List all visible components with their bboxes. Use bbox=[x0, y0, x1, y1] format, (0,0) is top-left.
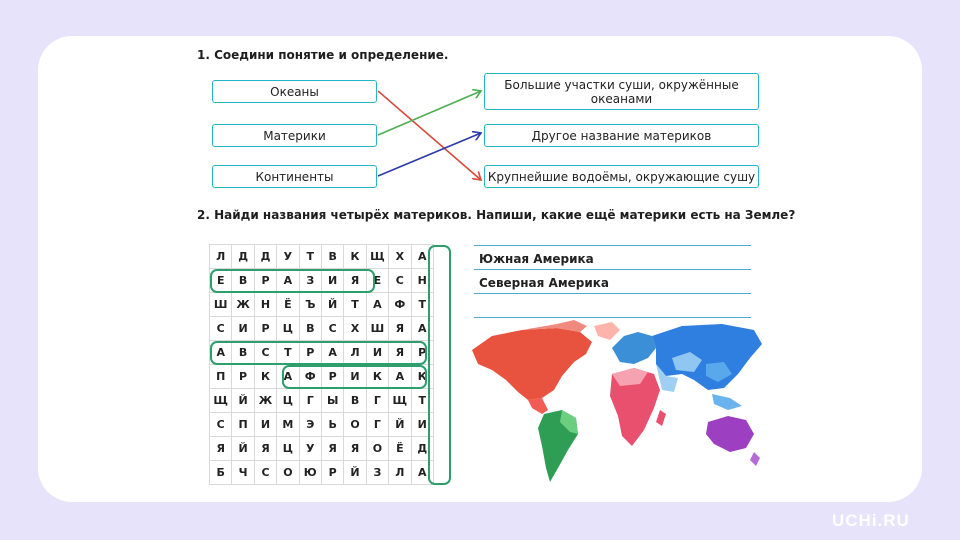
grid-cell[interactable]: Й bbox=[321, 293, 343, 317]
grid-cell[interactable]: К bbox=[366, 365, 388, 389]
grid-row bbox=[210, 365, 434, 389]
australia-shape bbox=[706, 416, 754, 452]
grid-cell[interactable]: Д bbox=[411, 437, 433, 461]
grid-row bbox=[210, 317, 434, 341]
grid-cell[interactable]: А bbox=[411, 317, 433, 341]
grid-cell[interactable]: Л bbox=[389, 461, 411, 485]
definition-box-other-name[interactable]: Другое название материков bbox=[484, 124, 759, 147]
grid-cell[interactable]: Р bbox=[254, 269, 276, 293]
grid-cell[interactable]: Е bbox=[210, 269, 232, 293]
term-box-oceans[interactable]: Океаны bbox=[212, 80, 377, 103]
word-search-grid bbox=[209, 244, 434, 485]
grid-cell[interactable]: Я bbox=[344, 269, 366, 293]
grid-cell[interactable]: К bbox=[344, 245, 366, 269]
grid-cell[interactable]: С bbox=[389, 269, 411, 293]
grid-cell[interactable]: Т bbox=[277, 341, 299, 365]
grid-cell[interactable]: Х bbox=[389, 245, 411, 269]
answer-line-top bbox=[474, 245, 751, 246]
europe-shape bbox=[612, 332, 656, 364]
grid-cell[interactable]: Н bbox=[254, 293, 276, 317]
grid-cell[interactable]: Е bbox=[366, 269, 388, 293]
definition-box-largest-waters[interactable]: Крупнейшие водоёмы, окружающие сушу bbox=[484, 165, 759, 188]
grid-cell[interactable]: Ё bbox=[277, 293, 299, 317]
grid-cell[interactable]: Ф bbox=[299, 365, 321, 389]
grid-cell[interactable]: О bbox=[344, 413, 366, 437]
answer-line-2 bbox=[474, 293, 751, 294]
grid-cell[interactable]: Б bbox=[210, 461, 232, 485]
grid-cell[interactable]: С bbox=[210, 413, 232, 437]
grid-cell[interactable]: С bbox=[254, 461, 276, 485]
grid-cell[interactable]: У bbox=[277, 245, 299, 269]
answer-south-america[interactable]: Южная Америка bbox=[479, 252, 594, 266]
definition-box-land-areas[interactable]: Большие участки суши, окружённые океанами bbox=[484, 73, 759, 110]
grid-cell[interactable]: Ж bbox=[232, 293, 254, 317]
grid-cell[interactable]: В bbox=[344, 389, 366, 413]
grid-cell[interactable]: Я bbox=[389, 317, 411, 341]
grid-cell[interactable]: П bbox=[232, 413, 254, 437]
grid-cell[interactable]: Р bbox=[254, 317, 276, 341]
grid-cell[interactable]: Э bbox=[299, 413, 321, 437]
world-map-image bbox=[462, 318, 772, 488]
grid-cell[interactable]: Г bbox=[366, 389, 388, 413]
grid-cell[interactable]: К bbox=[254, 365, 276, 389]
grid-row bbox=[210, 461, 434, 485]
grid-cell[interactable]: Л bbox=[210, 245, 232, 269]
grid-cell[interactable]: И bbox=[366, 341, 388, 365]
grid-cell[interactable]: А bbox=[366, 293, 388, 317]
grid-cell[interactable]: Т bbox=[299, 245, 321, 269]
grid-cell[interactable]: В bbox=[299, 317, 321, 341]
uchi-ru-logo: UCHi.RU bbox=[832, 511, 910, 530]
grid-cell[interactable]: Г bbox=[299, 389, 321, 413]
term-box-continents[interactable]: Континенты bbox=[212, 165, 377, 188]
link-continents-to-other-name bbox=[378, 133, 481, 176]
grid-cell[interactable]: А bbox=[210, 341, 232, 365]
grid-cell[interactable]: Й bbox=[389, 413, 411, 437]
grid-cell[interactable]: А bbox=[411, 245, 433, 269]
grid-cell[interactable]: Ц bbox=[277, 437, 299, 461]
grid-row bbox=[210, 389, 434, 413]
term-box-mainlands[interactable]: Материки bbox=[212, 124, 377, 147]
grid-cell[interactable]: Й bbox=[232, 437, 254, 461]
grid-cell[interactable]: Х bbox=[344, 317, 366, 341]
grid-cell[interactable]: Р bbox=[321, 365, 343, 389]
grid-cell[interactable]: З bbox=[299, 269, 321, 293]
task1-title: 1. Соедини понятие и определение. bbox=[197, 48, 449, 62]
task2-title: 2. Найди названия четырёх материков. Напиши, какие ещё материки есть на Земле? bbox=[197, 208, 796, 222]
grid-cell[interactable]: Л bbox=[344, 341, 366, 365]
grid-cell[interactable]: Й bbox=[344, 461, 366, 485]
grid-cell[interactable]: Т bbox=[344, 293, 366, 317]
grid-cell[interactable]: М bbox=[277, 413, 299, 437]
grid-cell[interactable]: Р bbox=[321, 461, 343, 485]
grid-cell[interactable]: Ю bbox=[299, 461, 321, 485]
grid-cell[interactable]: И bbox=[411, 413, 433, 437]
grid-cell[interactable]: И bbox=[321, 269, 343, 293]
grid-cell[interactable]: Т bbox=[411, 389, 433, 413]
grid-cell[interactable]: Н bbox=[411, 269, 433, 293]
grid-cell[interactable]: Ч bbox=[232, 461, 254, 485]
grid-cell[interactable]: А bbox=[411, 461, 433, 485]
grid-row bbox=[210, 437, 434, 461]
grid-cell[interactable]: И bbox=[254, 413, 276, 437]
grid-cell[interactable]: Й bbox=[232, 389, 254, 413]
grid-row bbox=[210, 269, 434, 293]
grid-cell[interactable]: Ж bbox=[254, 389, 276, 413]
grid-row bbox=[210, 341, 434, 365]
grid-cell[interactable]: А bbox=[321, 341, 343, 365]
grid-cell[interactable]: А bbox=[389, 365, 411, 389]
grid-cell[interactable]: Щ bbox=[366, 245, 388, 269]
grid-cell[interactable]: Я bbox=[344, 437, 366, 461]
grid-cell[interactable]: З bbox=[366, 461, 388, 485]
grid-cell[interactable]: Ы bbox=[321, 389, 343, 413]
grid-cell[interactable]: С bbox=[321, 317, 343, 341]
grid-cell[interactable]: О bbox=[366, 437, 388, 461]
grid-cell[interactable]: Я bbox=[389, 341, 411, 365]
grid-cell[interactable]: И bbox=[344, 365, 366, 389]
grid-cell[interactable]: Ё bbox=[389, 437, 411, 461]
greenland-shape bbox=[594, 322, 620, 340]
grid-cell[interactable]: Д bbox=[254, 245, 276, 269]
grid-cell[interactable]: О bbox=[277, 461, 299, 485]
grid-cell[interactable]: В bbox=[232, 341, 254, 365]
grid-cell[interactable]: Я bbox=[321, 437, 343, 461]
grid-cell[interactable]: Ш bbox=[366, 317, 388, 341]
grid-cell[interactable]: Р bbox=[232, 365, 254, 389]
grid-cell[interactable]: Р bbox=[411, 341, 433, 365]
grid-cell[interactable]: У bbox=[299, 437, 321, 461]
grid-cell[interactable]: Д bbox=[232, 245, 254, 269]
grid-cell[interactable]: И bbox=[232, 317, 254, 341]
grid-cell[interactable]: Я bbox=[210, 437, 232, 461]
grid-cell[interactable]: С bbox=[254, 341, 276, 365]
grid-cell[interactable]: Р bbox=[299, 341, 321, 365]
indonesia-shape bbox=[712, 394, 742, 410]
grid-cell[interactable]: В bbox=[321, 245, 343, 269]
answer-line-1 bbox=[474, 269, 751, 270]
grid-cell[interactable]: К bbox=[411, 365, 433, 389]
madagascar-shape bbox=[656, 410, 666, 426]
link-mainlands-to-land-areas bbox=[378, 91, 481, 135]
grid-cell[interactable]: Я bbox=[254, 437, 276, 461]
grid-cell[interactable]: Г bbox=[366, 413, 388, 437]
grid-cell[interactable]: Ш bbox=[210, 293, 232, 317]
grid-cell[interactable]: В bbox=[232, 269, 254, 293]
grid-cell[interactable]: С bbox=[210, 317, 232, 341]
grid-cell[interactable]: А bbox=[277, 269, 299, 293]
grid-cell[interactable]: Ф bbox=[389, 293, 411, 317]
grid-row bbox=[210, 245, 434, 269]
grid-cell[interactable]: П bbox=[210, 365, 232, 389]
grid-cell[interactable]: Щ bbox=[210, 389, 232, 413]
central-america-shape bbox=[528, 398, 548, 414]
grid-cell[interactable]: Т bbox=[411, 293, 433, 317]
grid-cell[interactable]: Ъ bbox=[299, 293, 321, 317]
answer-north-america[interactable]: Северная Америка bbox=[479, 276, 610, 290]
grid-cell[interactable]: Ц bbox=[277, 389, 299, 413]
grid-row bbox=[210, 413, 434, 437]
grid-cell[interactable]: Ц bbox=[277, 317, 299, 341]
grid-row bbox=[210, 293, 434, 317]
new-zealand-shape bbox=[750, 452, 760, 466]
grid-cell[interactable]: А bbox=[277, 365, 299, 389]
north-america-shape bbox=[472, 328, 592, 400]
grid-cell[interactable]: Ь bbox=[321, 413, 343, 437]
link-oceans-to-largest-waters bbox=[378, 91, 481, 180]
grid-cell[interactable]: Щ bbox=[389, 389, 411, 413]
